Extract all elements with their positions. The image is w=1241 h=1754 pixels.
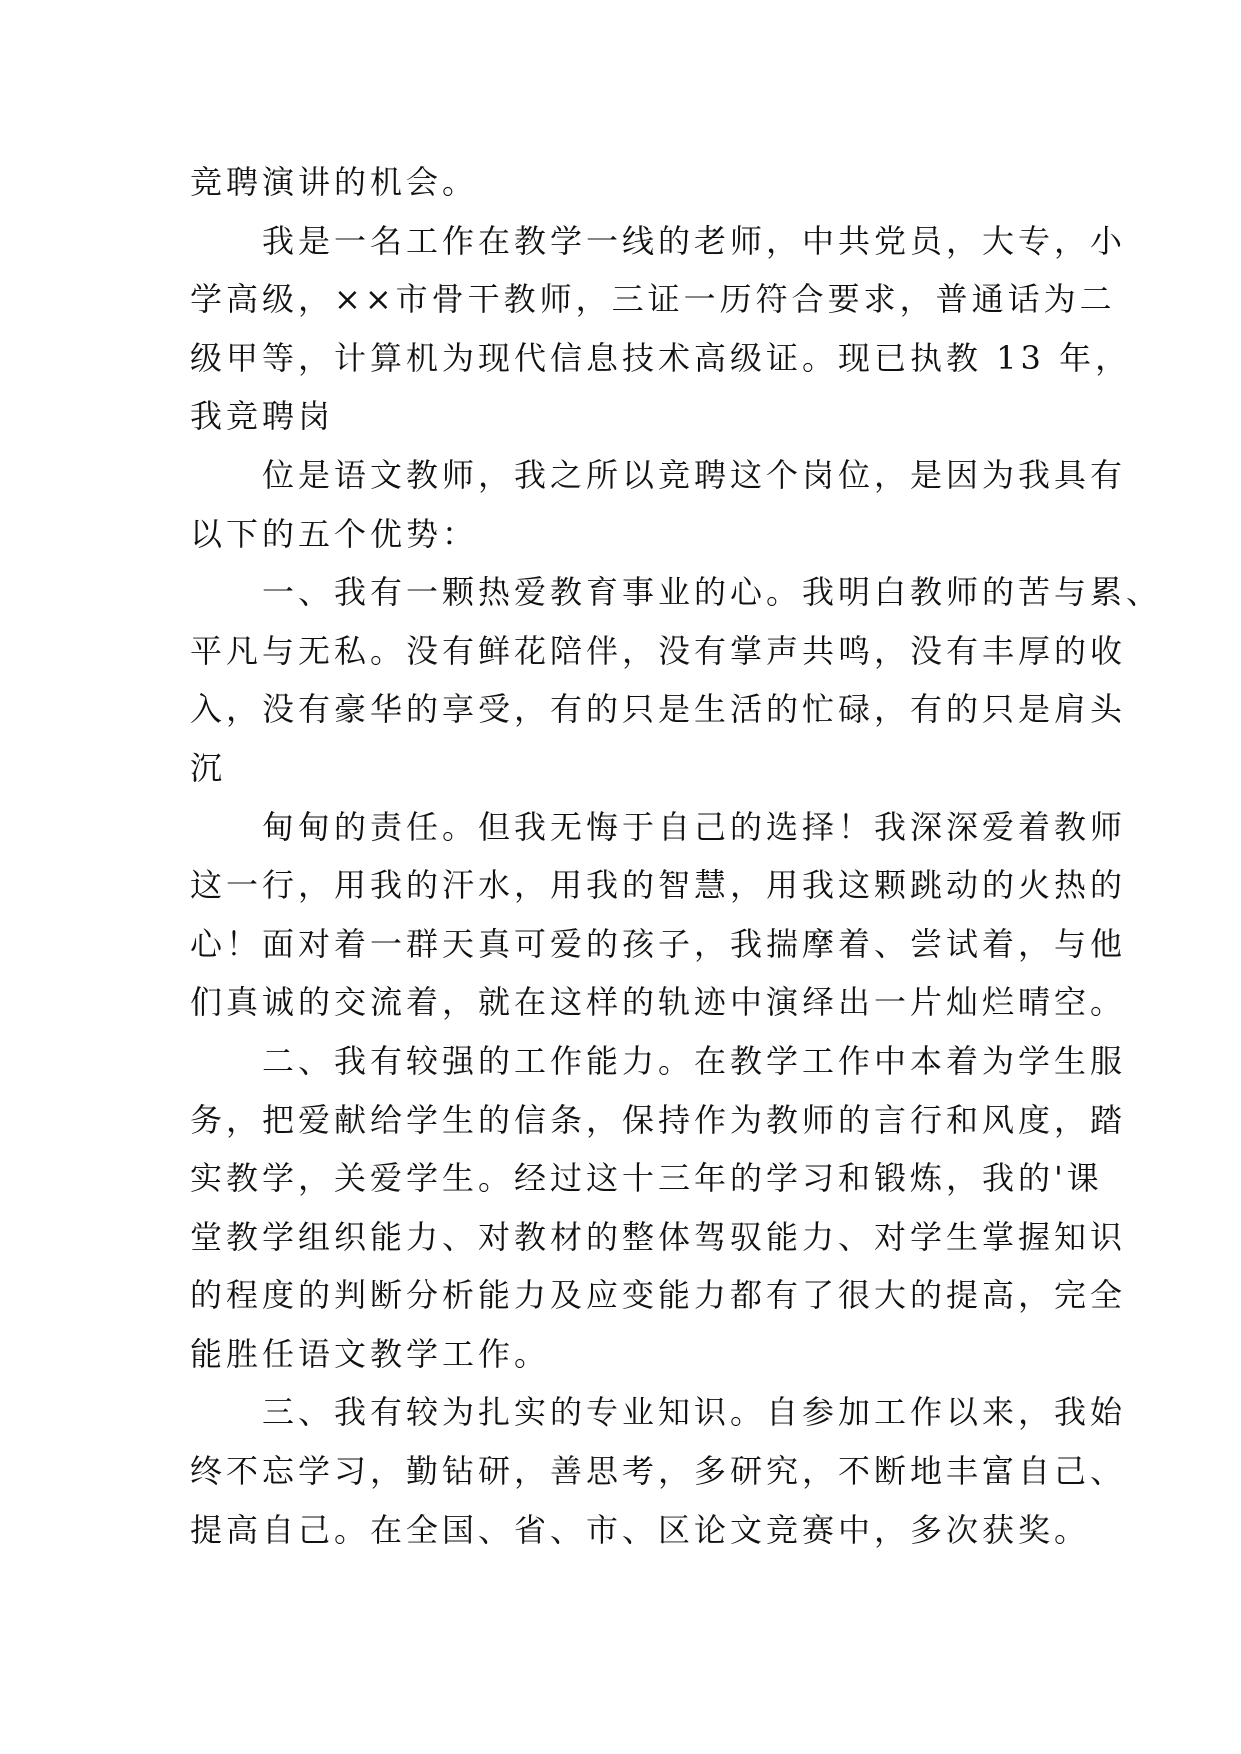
text-line: 平凡与无私。没有鲜花陪伴，没有掌声共鸣，没有丰厚的收 (190, 631, 1127, 670)
text-line: 二、我有较强的工作能力。在教学工作中本着为学生服 (262, 1041, 1127, 1080)
text-line: 提高自己。在全国、省、市、区论文竞赛中，多次获奖。 (190, 1510, 1091, 1549)
text-line: 我竞聘岗 (190, 397, 335, 436)
text-line: 我是一名工作在教学一线的老师，中共党员，大专，小 (262, 221, 1127, 260)
text-line: 务，把爱献给学生的信条，保持作为教师的言行和风度，踏 (190, 1100, 1127, 1139)
text-line: 入，没有豪华的享受，有的只是生活的忙碌，有的只是肩头 (190, 690, 1127, 729)
text-line: 实教学，关爱学生。经过这十三年的学习和锻炼，我的'课 (190, 1159, 1103, 1198)
text-line: 能胜任语文教学工作。 (190, 1334, 551, 1373)
text-line: 的程度的判断分析能力及应变能力都有了很大的提高，完全 (190, 1276, 1127, 1315)
text-line: 级甲等，计算机为现代信息技术高级证。现已执教 13 年， (190, 338, 1132, 377)
text-line: 心！面对着一群天真可爱的孩子，我揣摩着、尝试着，与他 (190, 924, 1127, 963)
text-line: 位是语文教师，我之所以竞聘这个岗位，是因为我具有 (262, 455, 1127, 494)
text-line: 三、我有较为扎实的专业知识。自参加工作以来，我始 (262, 1393, 1127, 1432)
text-line: 们真诚的交流着，就在这样的轨迹中演绎出一片灿烂晴空。 (190, 983, 1127, 1022)
text-line: 一、我有一颗热爱教育事业的心。我明白教师的苦与累、 (262, 573, 1163, 612)
text-line: 学高级，××市骨干教师，三证一历符合要求，普通话为二 (190, 280, 1116, 319)
text-line: 竞聘演讲的机会。 (190, 163, 479, 201)
text-line: 终不忘学习，勤钻研，善思考，多研究，不断地丰富自己、 (190, 1452, 1127, 1491)
text-line: 这一行，用我的汗水，用我的智慧，用我这颗跳动的火热的 (190, 866, 1127, 905)
document-body (190, 153, 1163, 1559)
text-line: 堂教学组织能力、对教材的整体驾驭能力、对学生掌握知识 (190, 1217, 1127, 1256)
text-line: 以下的五个优势： (190, 514, 479, 553)
text-line: 甸甸的责任。但我无悔于自己的选择！我深深爱着教师 (262, 807, 1127, 846)
text-line: 沉 (190, 748, 227, 787)
